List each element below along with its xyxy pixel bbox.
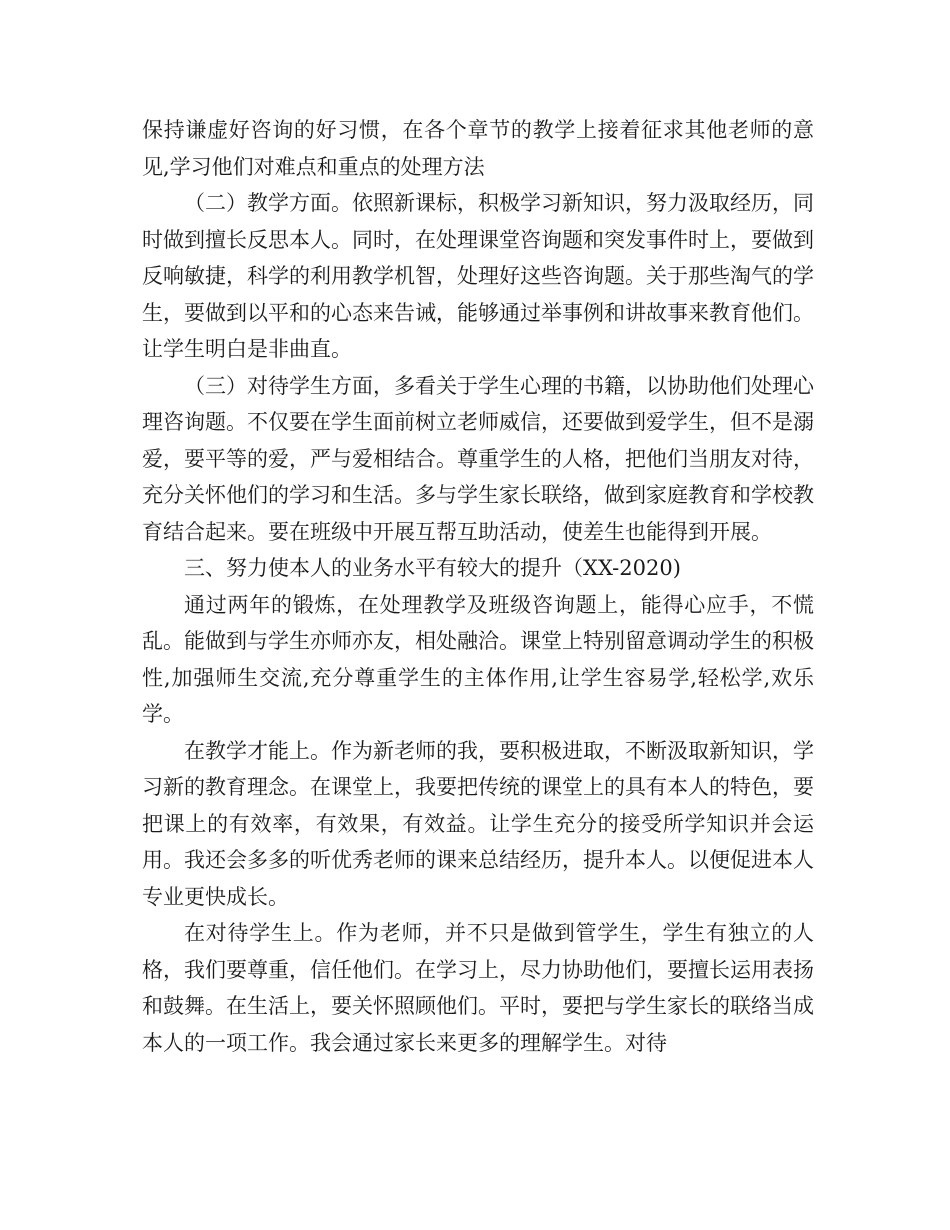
- paragraph-3: （三）对待学生方面，多看关于学生心理的书籍，以协助他们处理心理咨询题。不仅要在学生面前树立老师威信，还要做到爱学生，但不是溺爱，要平等的爱，严与爱相结合。尊重学生的人格，把他们当朋友对待，充分关怀他们的学习和生活。多与学生家长联络，做到家庭教育和学校教育结合起来。要在班级中开展互帮互助活动，使差生也能得到开展。: [142, 373, 814, 544]
- section-heading: 三、努力使本人的业务水平有较大的提升（XX-2020): [184, 556, 681, 580]
- paragraph-2: （二）教学方面。依照新课标，积极学习新知识，努力汲取经历，同时做到擅长反思本人。同时，在处理课堂咨询题和突发事件时上，要做到反响敏捷，科学的利用教学机智，处理好这些咨询题。关于那些淘气的学生，要做到以平和的心态来告诫，能够通过举事例和讲故事来教育他们。让学生明白是非曲直。: [142, 191, 814, 361]
- paragraph-1: 保持谦虚好咨询的好习惯，在各个章节的教学上接着征求其他老师的意见,学习他们对难点和重点的处理方法: [142, 118, 814, 179]
- paragraph-7: 在对待学生上。作为老师，并不只是做到管学生，学生有独立的人格，我们要尊重，信任他们。在学习上，尽力协助他们，要擅长运用表扬和鼓舞。在生活上，要关怀照顾他们。平时，要把与学生家长的联络当成本人的一项工作。我会通过家长来更多的理解学生。对待: [142, 921, 814, 1055]
- document-body: [142, 112, 814, 1061]
- paragraph-6: 在教学才能上。作为新老师的我，要积极进取，不断汲取新知识，学习新的教育理念。在课堂上，我要把传统的课堂上的具有本人的特色，要把课上的有效率，有效果，有效益。让学生充分的接受所学知识并会运用。我还会多多的听优秀老师的课来总结经历，提升本人。以便促进本人专业更快成长。: [142, 738, 814, 909]
- paragraph-5: 通过两年的锻炼，在处理教学及班级咨询题上，能得心应手，不慌乱。能做到与学生亦师亦友，相处融洽。课堂上特别留意调动学生的积极性,加强师生交流,充分尊重学生的主体作用,让学生容易学,轻松学,欢乐学。: [142, 592, 814, 726]
